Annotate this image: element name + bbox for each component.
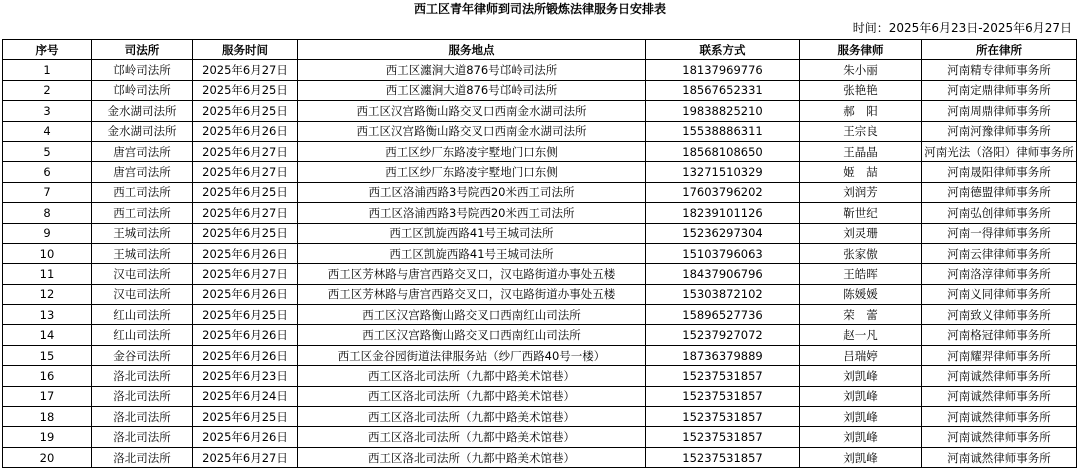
cell-law-firm: 河南洛淳律师事务所 — [922, 264, 1077, 284]
cell-office: 王城司法所 — [92, 243, 193, 263]
cell-service-location: 西工区纱厂东路凌宇墅地门口东侧 — [298, 162, 646, 182]
cell-lawyer: 刘凯峰 — [800, 447, 922, 467]
cell-service-location: 西工区汉宫路衡山路交叉口西南红山司法所 — [298, 305, 646, 325]
table-row — [3, 101, 1077, 121]
cell-contact: 15103796063 — [646, 243, 800, 263]
table-row — [3, 182, 1077, 202]
table-row — [3, 162, 1077, 182]
schedule-date-range: 时间：2025年6月23日-2025年6月27日 — [852, 21, 1072, 35]
cell-office: 金水湖司法所 — [92, 101, 193, 121]
cell-index: 19 — [3, 427, 92, 447]
cell-law-firm: 河南耀羿律师事务所 — [922, 345, 1077, 365]
table-row — [3, 427, 1077, 447]
cell-lawyer: 姬 喆 — [800, 162, 922, 182]
cell-service-date: 2025年6月24日 — [193, 386, 298, 406]
table-row — [3, 141, 1077, 161]
cell-index: 6 — [3, 162, 92, 182]
header-law-firm: 所在律所 — [922, 40, 1077, 60]
table-row — [3, 284, 1077, 304]
cell-service-location: 西工区纱厂东路凌宇墅地门口东侧 — [298, 141, 646, 161]
cell-service-location: 西工区凯旋西路41号王城司法所 — [298, 223, 646, 243]
cell-index: 18 — [3, 407, 92, 427]
cell-lawyer: 陈媛媛 — [800, 284, 922, 304]
cell-office: 王城司法所 — [92, 223, 193, 243]
cell-service-date: 2025年6月25日 — [193, 223, 298, 243]
cell-service-location: 西工区瀍涧大道876号邙岭司法所 — [298, 60, 646, 80]
cell-contact: 15237531857 — [646, 447, 800, 467]
cell-office: 红山司法所 — [92, 325, 193, 345]
cell-office: 唐宫司法所 — [92, 162, 193, 182]
cell-office: 邙岭司法所 — [92, 60, 193, 80]
header-lawyer: 服务律师 — [800, 40, 922, 60]
cell-service-date: 2025年6月25日 — [193, 407, 298, 427]
cell-service-location: 西工区洛北司法所（九都中路美术馆巷） — [298, 386, 646, 406]
cell-contact: 18137969776 — [646, 60, 800, 80]
cell-index: 9 — [3, 223, 92, 243]
cell-service-date: 2025年6月27日 — [193, 60, 298, 80]
cell-law-firm: 河南云律律师事务所 — [922, 243, 1077, 263]
cell-contact: 18567652331 — [646, 80, 800, 100]
cell-lawyer: 张家傲 — [800, 243, 922, 263]
cell-lawyer: 王晶晶 — [800, 141, 922, 161]
cell-index: 7 — [3, 182, 92, 202]
cell-service-date: 2025年6月27日 — [193, 447, 298, 467]
cell-service-location: 西工区汉宫路衡山路交叉口西南金水湖司法所 — [298, 101, 646, 121]
table-row — [3, 325, 1077, 345]
cell-law-firm: 河南河豫律师事务所 — [922, 121, 1077, 141]
cell-service-location: 西工区凯旋西路41号王城司法所 — [298, 243, 646, 263]
cell-contact: 15538886311 — [646, 121, 800, 141]
cell-service-location: 西工区汉宫路衡山路交叉口西南金水湖司法所 — [298, 121, 646, 141]
cell-service-date: 2025年6月26日 — [193, 345, 298, 365]
cell-office: 金水湖司法所 — [92, 121, 193, 141]
cell-lawyer: 刘凯峰 — [800, 366, 922, 386]
cell-law-firm: 河南晟阳律师事务所 — [922, 162, 1077, 182]
cell-contact: 15237531857 — [646, 366, 800, 386]
cell-index: 2 — [3, 80, 92, 100]
cell-service-location: 西工区洛北司法所（九都中路美术馆巷） — [298, 407, 646, 427]
cell-service-location: 西工区洛浦西路3号院西20米西工司法所 — [298, 182, 646, 202]
cell-law-firm: 河南周鼎律师事务所 — [922, 101, 1077, 121]
cell-index: 20 — [3, 447, 92, 467]
cell-office: 洛北司法所 — [92, 427, 193, 447]
table-row — [3, 121, 1077, 141]
table-row — [3, 203, 1077, 223]
cell-service-location: 西工区汉宫路衡山路交叉口西南红山司法所 — [298, 325, 646, 345]
header-index: 序号 — [3, 40, 92, 60]
table-body — [3, 60, 1077, 468]
cell-lawyer: 刘凯峰 — [800, 386, 922, 406]
document-title: 西工区青年律师到司法所锻炼法律服务日安排表 — [413, 2, 666, 16]
header-contact: 联系方式 — [646, 40, 800, 60]
cell-index: 16 — [3, 366, 92, 386]
cell-index: 5 — [3, 141, 92, 161]
cell-office: 洛北司法所 — [92, 386, 193, 406]
cell-service-date: 2025年6月25日 — [193, 182, 298, 202]
cell-index: 11 — [3, 264, 92, 284]
table-row — [3, 305, 1077, 325]
cell-law-firm: 河南定鼎律师事务所 — [922, 80, 1077, 100]
cell-service-location: 西工区金谷园街道法律服务站（纱厂西路40号一楼） — [298, 345, 646, 365]
cell-service-location: 西工区瀍涧大道876号邙岭司法所 — [298, 80, 646, 100]
cell-law-firm: 河南一得律师事务所 — [922, 223, 1077, 243]
table-row — [3, 386, 1077, 406]
cell-lawyer: 吕瑞婷 — [800, 345, 922, 365]
cell-index: 4 — [3, 121, 92, 141]
cell-law-firm: 河南诚然律师事务所 — [922, 427, 1077, 447]
cell-law-firm: 河南光法（洛阳）律师事务所 — [922, 141, 1077, 161]
cell-contact: 15303872102 — [646, 284, 800, 304]
cell-law-firm: 河南诚然律师事务所 — [922, 447, 1077, 467]
cell-service-date: 2025年6月26日 — [193, 284, 298, 304]
cell-contact: 18736379889 — [646, 345, 800, 365]
cell-lawyer: 王皓晖 — [800, 264, 922, 284]
cell-contact: 15237531857 — [646, 427, 800, 447]
cell-contact: 19838825210 — [646, 101, 800, 121]
header-service-location: 服务地点 — [298, 40, 646, 60]
table-row — [3, 407, 1077, 427]
header-office: 司法所 — [92, 40, 193, 60]
table-row — [3, 366, 1077, 386]
cell-contact: 15237927072 — [646, 325, 800, 345]
cell-contact: 15237531857 — [646, 386, 800, 406]
cell-service-date: 2025年6月27日 — [193, 141, 298, 161]
cell-index: 1 — [3, 60, 92, 80]
cell-lawyer: 刘凯峰 — [800, 407, 922, 427]
cell-lawyer: 王宗良 — [800, 121, 922, 141]
cell-office: 西工司法所 — [92, 203, 193, 223]
cell-index: 17 — [3, 386, 92, 406]
cell-service-date: 2025年6月26日 — [193, 121, 298, 141]
cell-service-location: 西工区芳林路与唐宫西路交叉口，汉屯路街道办事处五楼 — [298, 284, 646, 304]
cell-lawyer: 刘凯峰 — [800, 427, 922, 447]
cell-index: 8 — [3, 203, 92, 223]
cell-law-firm: 河南格冠律师事务所 — [922, 325, 1077, 345]
cell-index: 15 — [3, 345, 92, 365]
cell-lawyer: 朱小丽 — [800, 60, 922, 80]
cell-contact: 18568108650 — [646, 141, 800, 161]
cell-lawyer: 刘润芳 — [800, 182, 922, 202]
cell-office: 西工司法所 — [92, 182, 193, 202]
cell-service-location: 西工区洛北司法所（九都中路美术馆巷） — [298, 366, 646, 386]
cell-office: 金谷司法所 — [92, 345, 193, 365]
cell-office: 洛北司法所 — [92, 447, 193, 467]
cell-index: 14 — [3, 325, 92, 345]
cell-contact: 15237531857 — [646, 407, 800, 427]
table-row — [3, 447, 1077, 467]
schedule-table — [2, 39, 1077, 468]
cell-law-firm: 河南精专律师事务所 — [922, 60, 1077, 80]
cell-service-location: 西工区洛浦西路3号院西20米西工司法所 — [298, 203, 646, 223]
cell-service-date: 2025年6月26日 — [193, 325, 298, 345]
cell-service-date: 2025年6月23日 — [193, 366, 298, 386]
cell-index: 10 — [3, 243, 92, 263]
cell-contact: 13271510329 — [646, 162, 800, 182]
cell-office: 洛北司法所 — [92, 366, 193, 386]
cell-law-firm: 河南德盟律师事务所 — [922, 182, 1077, 202]
cell-lawyer: 荣 蕾 — [800, 305, 922, 325]
cell-contact: 15896527736 — [646, 305, 800, 325]
table-row — [3, 264, 1077, 284]
cell-law-firm: 河南弘创律师事务所 — [922, 203, 1077, 223]
cell-service-date: 2025年6月25日 — [193, 305, 298, 325]
cell-service-date: 2025年6月26日 — [193, 243, 298, 263]
cell-contact: 18239101126 — [646, 203, 800, 223]
header-service-date: 服务时间 — [193, 40, 298, 60]
cell-lawyer: 靳世纪 — [800, 203, 922, 223]
table-row — [3, 345, 1077, 365]
cell-lawyer: 张艳艳 — [800, 80, 922, 100]
cell-index: 3 — [3, 101, 92, 121]
cell-contact: 18437906796 — [646, 264, 800, 284]
cell-office: 唐宫司法所 — [92, 141, 193, 161]
cell-service-date: 2025年6月27日 — [193, 162, 298, 182]
cell-index: 13 — [3, 305, 92, 325]
cell-service-location: 西工区芳林路与唐宫西路交叉口，汉屯路街道办事处五楼 — [298, 264, 646, 284]
table-row — [3, 243, 1077, 263]
cell-office: 汉屯司法所 — [92, 284, 193, 304]
cell-law-firm: 河南诚然律师事务所 — [922, 386, 1077, 406]
cell-index: 12 — [3, 284, 92, 304]
cell-lawyer: 郝 阳 — [800, 101, 922, 121]
table-header-row — [3, 40, 1077, 60]
table-row — [3, 223, 1077, 243]
cell-contact: 17603796202 — [646, 182, 800, 202]
cell-office: 邙岭司法所 — [92, 80, 193, 100]
table-row — [3, 60, 1077, 80]
cell-contact: 15236297304 — [646, 223, 800, 243]
cell-office: 洛北司法所 — [92, 407, 193, 427]
cell-lawyer: 刘灵珊 — [800, 223, 922, 243]
cell-law-firm: 河南致义律师事务所 — [922, 305, 1077, 325]
cell-service-location: 西工区洛北司法所（九都中路美术馆巷） — [298, 427, 646, 447]
cell-lawyer: 赵一凡 — [800, 325, 922, 345]
cell-office: 汉屯司法所 — [92, 264, 193, 284]
cell-law-firm: 河南诚然律师事务所 — [922, 366, 1077, 386]
cell-service-date: 2025年6月27日 — [193, 203, 298, 223]
table-row — [3, 80, 1077, 100]
cell-law-firm: 河南义同律师事务所 — [922, 284, 1077, 304]
cell-service-location: 西工区洛北司法所（九都中路美术馆巷） — [298, 447, 646, 467]
cell-service-date: 2025年6月26日 — [193, 427, 298, 447]
cell-office: 红山司法所 — [92, 305, 193, 325]
cell-law-firm: 河南诚然律师事务所 — [922, 407, 1077, 427]
cell-service-date: 2025年6月25日 — [193, 80, 298, 100]
cell-service-date: 2025年6月25日 — [193, 101, 298, 121]
cell-service-date: 2025年6月27日 — [193, 264, 298, 284]
